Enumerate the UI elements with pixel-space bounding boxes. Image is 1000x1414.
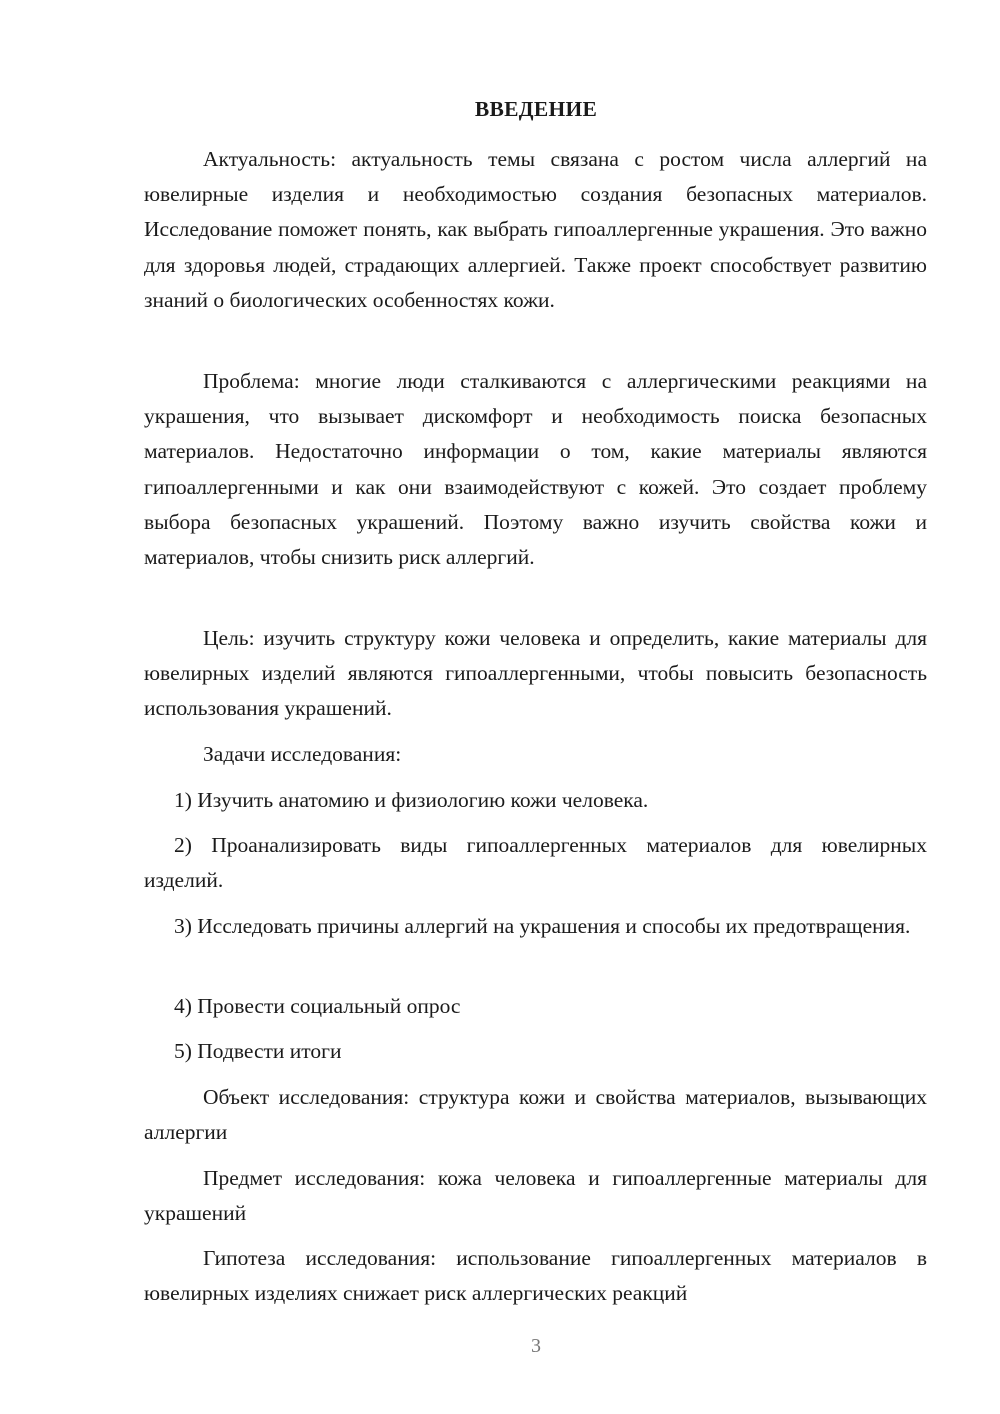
task-item-1: 1) Изучить анатомию и физиологию кожи человека. — [174, 788, 649, 812]
object-paragraph: Объект исследования: структура кожи и свойства материалов, вызывающих аллергии — [144, 1085, 927, 1145]
task-item-3: 3) Исследовать причины аллергий на украшения и способы их предотвращения. — [174, 914, 911, 938]
problem-paragraph: Проблема: многие люди сталкиваются с аллергическими реакциями на украшения, что вызывает дискомфорт и необходимость поиска безопасных материалов. Недостаточно информации о том, какие материалы являются гипоаллергенными и как они взаимодействуют с кожей. Это создает проблему выбора безопасных украшений. Поэтому важно изучить свойства кожи и материалов, чтобы снизить риск аллергий. — [144, 369, 927, 570]
goal-paragraph: Цель: изучить структуру кожи человека и определить, какие материалы для ювелирных изделий являются гипоаллергенными, чтобы повысить безопасность использования украшений. — [144, 626, 927, 721]
tasks-heading: Задачи исследования: — [203, 742, 402, 766]
task-item-4: 4) Провести социальный опрос — [174, 994, 461, 1018]
page-number: 3 — [531, 1335, 541, 1357]
section-heading: ВВЕДЕНИЕ — [474, 97, 598, 121]
hypothesis-paragraph: Гипотеза исследования: использование гипоаллергенных материалов в ювелирных изделиях снижает риск аллергических реакций — [144, 1246, 927, 1306]
task-item-5: 5) Подвести итоги — [174, 1039, 342, 1063]
relevance-paragraph: Актуальность: актуальность темы связана с ростом числа аллергий на ювелирные изделия и необходимостью создания безопасных материалов. Исследование поможет понять, как выбрать гипоаллергенные украшения. Это важно для здоровья людей, страдающих аллергией. Также проект способствует развитию знаний о биологических особенностях кожи. — [144, 147, 927, 312]
task-item-2: 2) Проанализировать виды гипоаллергенных материалов для ювелирных изделий. — [144, 833, 927, 893]
subject-paragraph: Предмет исследования: кожа человека и гипоаллергенные материалы для украшений — [144, 1166, 927, 1226]
